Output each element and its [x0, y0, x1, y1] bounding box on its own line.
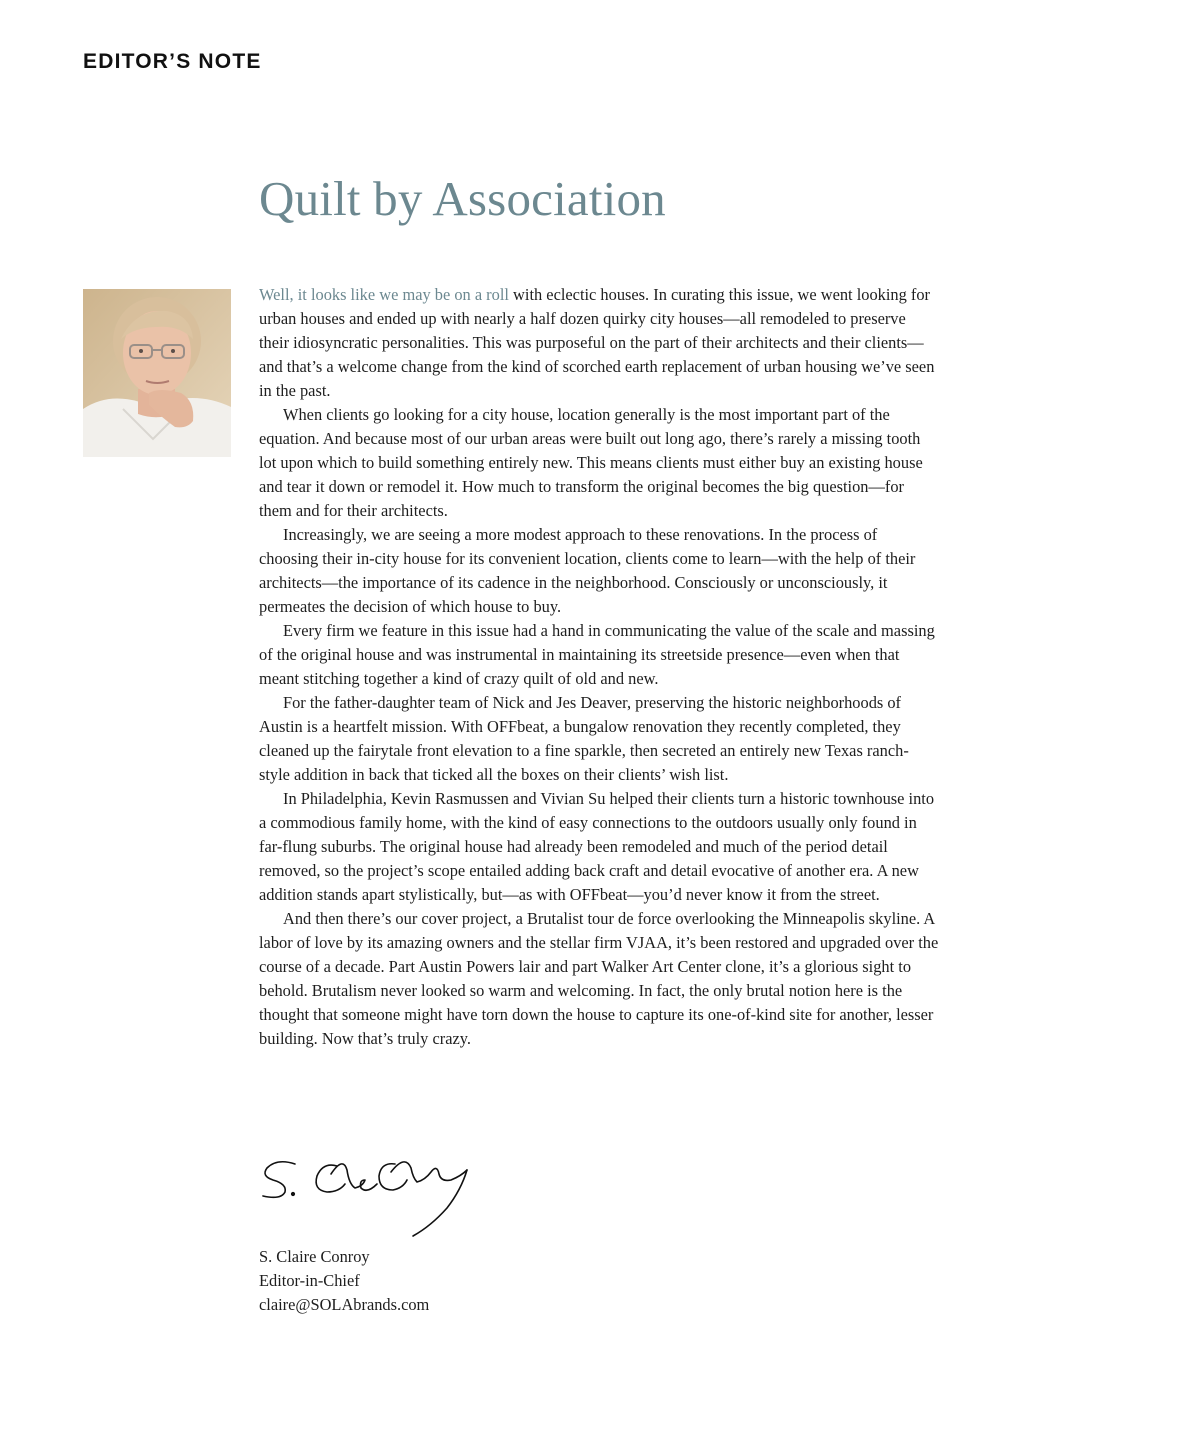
author-block [259, 1245, 429, 1317]
paragraph: When clients go looking for a city house, location generally is the most important part of the equation. And because most of our urban areas were built out long ago, there’s rarely a missing tooth lot upon which to build something entirely new. This means clients must either buy an existing house and tear it down or remodel it. How much to transform the original becomes the big question—for them and for their architects. [259, 405, 923, 520]
paragraph: In Philadelphia, Kevin Rasmussen and Vivian Su helped their clients turn a historic townhouse into a commodious family home, with the kind of easy connections to the outdoors usually only found in far-flung suburbs. The original house had already been remodeled and much of the period detail removed, so the project’s scope entailed adding back craft and detail evocative of another era. A new addition stands apart stylistically, but—as with OFFbeat—you’d never know it from the street. [259, 789, 935, 904]
paragraph: For the father-daughter team of Nick and Jes Deaver, preserving the historic neighborhoods of Austin is a heartfelt mission. With OFFbeat, a bungalow renovation they recently completed, they cleaned up the fairytale front elevation to a fine sparkle, then secreted an entirely new Texas ranch-style addition in back that ticked all the boxes on their clients’ wish list. [259, 693, 909, 784]
author-role: Editor-in-Chief [259, 1271, 360, 1290]
section-label: EDITOR’S NOTE [83, 50, 262, 73]
author-name: S. Claire Conroy [259, 1247, 370, 1266]
portrait-image [83, 289, 231, 457]
author-email[interactable]: claire@SOLAbrands.com [259, 1295, 430, 1314]
paragraph: Increasingly, we are seeing a more modest approach to these renovations. In the process of choosing their in-city house for its convenient location, clients come to learn—with the help of their architects—the importance of its cadence in the neighborhood. Consciously or unconsciously, it permeates the decision of which house to buy. [259, 525, 916, 616]
editor-portrait [83, 289, 231, 457]
handwritten-signature [255, 1150, 485, 1245]
paragraph-text: with eclectic houses. In curating this issue, we went looking for urban houses and ended up with nearly a half dozen quirky city houses—all remodeled to preserve their idiosyncratic personalities. This was purposeful on the part of their architects and their clients—and that’s a welcome change from the kind of scorched earth replacement of urban housing we’ve seen in the past. [259, 285, 935, 400]
article-body [259, 283, 939, 1051]
lead-in: Well, it looks like we may be on a roll [259, 285, 509, 304]
article-title: Quilt by Association [259, 171, 666, 226]
paragraph: Every firm we feature in this issue had a hand in communicating the value of the scale and massing of the original house and was instrumental in maintaining its streetside presence—even when that meant stitching together a kind of crazy quilt of old and new. [259, 621, 935, 688]
paragraph [259, 283, 939, 403]
paragraph: And then there’s our cover project, a Brutalist tour de force overlooking the Minneapolis skyline. A labor of love by its amazing owners and the stellar firm VJAA, it’s been restored and upgraded over the course of a decade. Part Austin Powers lair and part Walker Art Center clone, it’s a glorious sight to behold. Brutalism never looked so warm and welcoming. In fact, the only brutal notion here is the thought that someone might have torn down the house to capture its one-of-kind site for another, lesser building. Now that’s truly crazy. [259, 909, 939, 1048]
